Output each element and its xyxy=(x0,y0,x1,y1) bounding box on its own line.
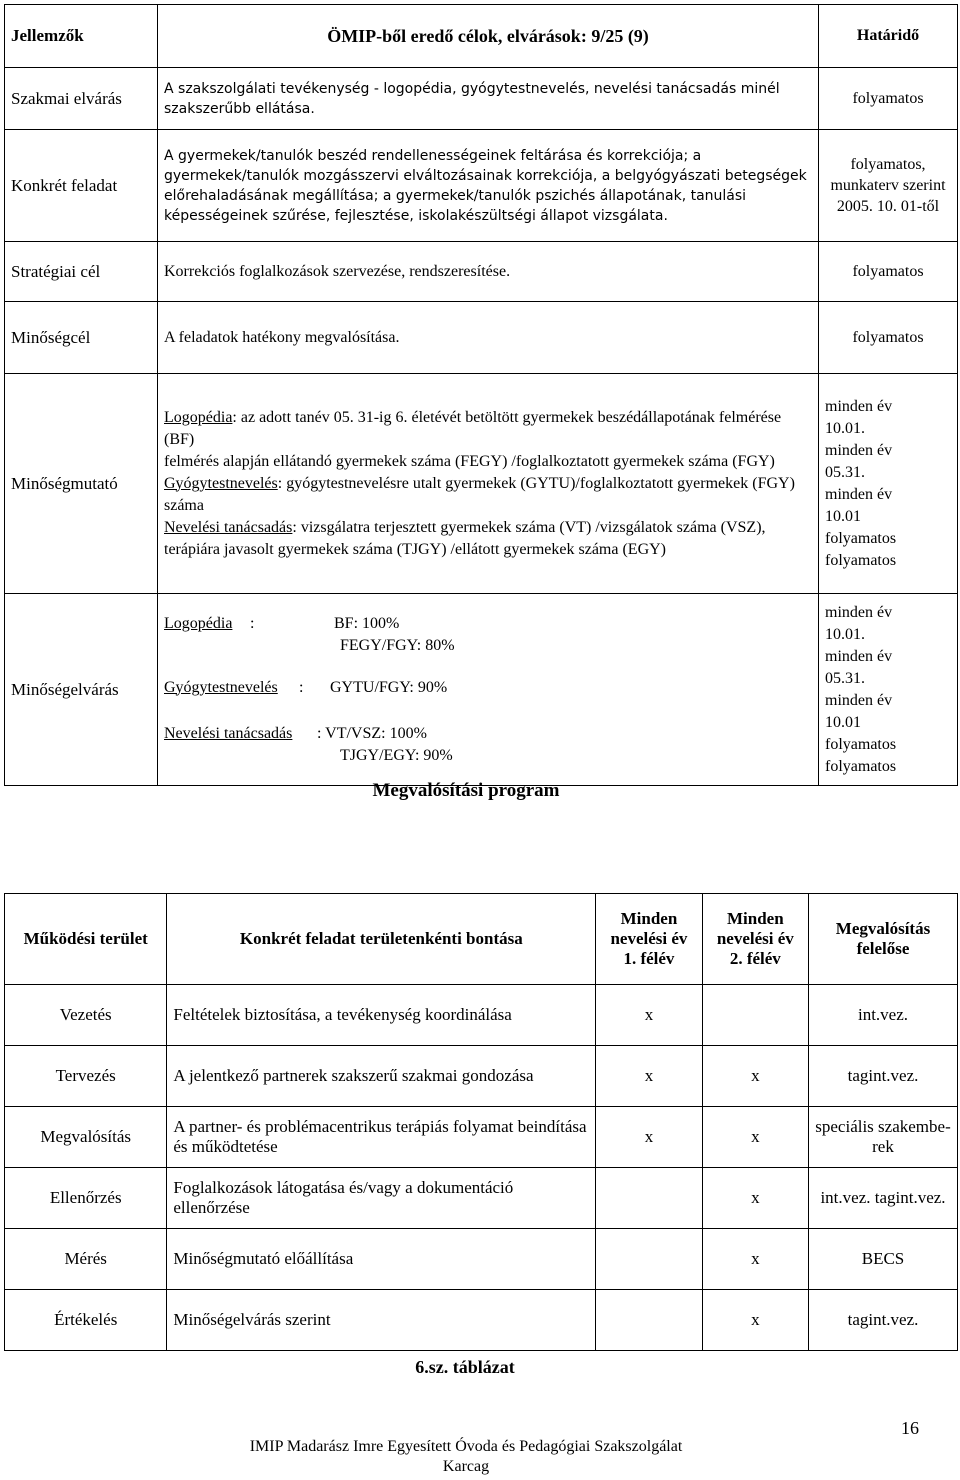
mutato-gyogy-label: Gyógytestnevelés xyxy=(164,474,278,492)
label-szakmai: Szakmai elvárás xyxy=(5,68,158,130)
row-area: Vezetés xyxy=(5,985,167,1046)
table-row xyxy=(5,1107,958,1168)
page-number: 16 xyxy=(901,1418,919,1438)
row-sem2 xyxy=(702,985,808,1046)
deadline-minosegcel: folyamatos xyxy=(819,302,958,374)
deadline-line: minden év xyxy=(825,691,893,709)
table-header-row xyxy=(5,5,958,68)
text-szakmai: A szakszolgálati tevékenység - logopédia, gyógytestnevelés, nevelési tanácsadás minél szakszerűbb ellátása. xyxy=(158,68,819,130)
row-task: A partner- és problémacentrikus terápiás folyamat beindítása és működtetése xyxy=(167,1107,596,1168)
deadline-szakmai: folyamatos xyxy=(819,68,958,130)
deadline-line: 10.01 xyxy=(825,507,861,525)
row-responsible: tagint.vez. xyxy=(809,1290,958,1351)
deadline-strategiai: folyamatos xyxy=(819,242,958,302)
table-row xyxy=(5,985,958,1046)
text-strategiai: Korrekciós foglalkozások szervezése, rendszeresítése. xyxy=(158,242,819,302)
deadline-line: folyamatos xyxy=(825,735,897,753)
mutato-nevelesi xyxy=(164,517,812,561)
row-responsible: int.vez. tagint.vez. xyxy=(809,1168,958,1229)
elvaras-gyogy-v: GYTU/FGY: 90% xyxy=(330,678,448,696)
elvaras-nev-v2: TJGY/EGY: 90% xyxy=(340,746,453,764)
row-sem2: x xyxy=(702,1290,808,1351)
row-szakmai xyxy=(5,68,958,130)
deadline-line: 05.31. xyxy=(825,463,865,481)
label-minosegcel: Minőségcél xyxy=(5,302,158,374)
row-area: Mérés xyxy=(5,1229,167,1290)
row-sem1: x xyxy=(596,1046,702,1107)
row-task: Minőségelvárás szerint xyxy=(167,1290,596,1351)
table-row xyxy=(5,1168,958,1229)
elvaras-gyogytestneveles: Gyógytestnevelés : GYTU/FGY: 90% xyxy=(164,677,812,723)
header-sem2: Minden nevelési év 2. félév xyxy=(702,894,808,985)
elvaras-nev-label: Nevelési tanácsadás xyxy=(164,724,293,742)
header-responsible: Megvalósítás felelőse xyxy=(809,894,958,985)
elvaras-gyogy-label: Gyógytestnevelés xyxy=(164,678,278,696)
row-area: Ellenőrzés xyxy=(5,1168,167,1229)
row-konkret xyxy=(5,130,958,242)
program-header-row xyxy=(5,894,958,985)
label-konkret: Konkrét feladat xyxy=(5,130,158,242)
header-sem1: Minden nevelési év 1. félév xyxy=(596,894,702,985)
deadline-line: folyamatos xyxy=(825,757,897,775)
deadline-line: minden év xyxy=(825,647,893,665)
mutato-gyogytestneveles xyxy=(164,473,812,517)
deadline-line: minden év xyxy=(825,397,893,415)
row-sem2: x xyxy=(702,1107,808,1168)
table-row xyxy=(5,1046,958,1107)
deadline-line: minden év xyxy=(825,441,893,459)
row-strategiai xyxy=(5,242,958,302)
elvaras-logo-v1: BF: 100% xyxy=(334,614,400,632)
deadline-line: 10.01. xyxy=(825,419,865,437)
mutato-nev-text: : vizsgálatra terjesztett gyermekek száma (VT) /vizsgálatok száma (VSZ), terápiára javasolt gyermekek száma (TJGY) /ellátott gyermekek száma (EGY) xyxy=(164,518,766,558)
row-area: Megvalósítás xyxy=(5,1107,167,1168)
row-minosegcel xyxy=(5,302,958,374)
label-strategiai: Stratégiai cél xyxy=(5,242,158,302)
text-minosegelvaras xyxy=(158,594,819,786)
mutato-nev-label: Nevelési tanácsadás xyxy=(164,518,293,536)
elvaras-nev-v1: : VT/VSZ: 100% xyxy=(317,724,427,742)
header-task: Konkrét feladat területenkénti bontása xyxy=(167,894,596,985)
row-sem1: x xyxy=(596,1107,702,1168)
row-sem1 xyxy=(596,1290,702,1351)
deadline-line: folyamatos xyxy=(825,551,897,569)
row-responsible: BECS xyxy=(809,1229,958,1290)
row-sem2: x xyxy=(702,1229,808,1290)
mutato-gyogy-text: : gyógytestnevelésre utalt gyermekek (GYTU)/foglalkoztatott gyermekek (FGY) száma xyxy=(164,474,795,514)
footer-line-1: IMIP Madarász Imre Egyesített Óvoda és Pedagógiai Szakszolgálat xyxy=(249,1438,683,1455)
elvaras-logopedia: Logopédia : BF: 100% FEGY/FGY: 80% xyxy=(164,613,812,657)
header-deadline: Határidő xyxy=(819,5,958,68)
row-sem2: x xyxy=(702,1046,808,1107)
row-area: Tervezés xyxy=(5,1046,167,1107)
table-caption: 6.sz. táblázat xyxy=(415,1357,515,1377)
program-table xyxy=(4,893,958,1351)
footer-line-2: Karcag xyxy=(442,1458,490,1475)
deadline-line: minden év xyxy=(825,603,893,621)
row-task: Minőségmutató előállítása xyxy=(167,1229,596,1290)
row-area: Értékelés xyxy=(5,1290,167,1351)
mutato-logopedia-text: : az adott tanév 05. 31-ig 6. életévét betöltött gyermekek beszédállapotának felmérése (BF) xyxy=(164,408,782,448)
row-responsible: tagint.vez. xyxy=(809,1046,958,1107)
elvaras-logo-v2: FEGY/FGY: 80% xyxy=(340,636,455,654)
header-area: Működési terület xyxy=(5,894,167,985)
label-minosegmutato: Minőségmutató xyxy=(5,374,158,594)
deadline-line: 05.31. xyxy=(825,669,865,687)
text-minosegcel: A feladatok hatékony megvalósítása. xyxy=(158,302,819,374)
row-minosegelvaras xyxy=(5,594,958,786)
mutato-logopedia-2: felmérés alapján ellátandó gyermekek száma (FEGY) /foglalkoztatott gyermekek száma (FGY) xyxy=(164,452,775,470)
row-task: A jelentkező partnerek szakszerű szakmai gondozása xyxy=(167,1046,596,1107)
deadline-konkret: folyamatos, munkaterv szerint 2005. 10. 01-től xyxy=(819,130,958,242)
deadline-line: folyamatos xyxy=(825,529,897,547)
row-responsible: speciális szakembe-rek xyxy=(809,1107,958,1168)
row-minosegmutato xyxy=(5,374,958,594)
deadline-line: 10.01. xyxy=(825,625,865,643)
text-konkret: A gyermekek/tanulók beszéd rendellenességeinek feltárása és korrekciója; a gyermekek/tanulók mozgásszervi elváltozásainak korrekciója, a belgyógyászati betegségek előrehaladásának megállítása; a gyermekek/tanulók pszichés állapotának, tanulási képességeinek szűrése, fejlesztése, iskolakészültségi állapot vizsgálata. xyxy=(158,130,819,242)
label-minosegelvaras: Minőségelvárás xyxy=(5,594,158,786)
quality-goals-table xyxy=(4,4,958,786)
text-minosegmutato xyxy=(158,374,819,594)
elvaras-nevelesi xyxy=(164,723,812,767)
mutato-logopedia-label: Logopédia xyxy=(164,408,233,426)
mutato-logopedia xyxy=(164,407,812,451)
deadlines-minosegmutato xyxy=(819,374,958,594)
table-row xyxy=(5,1290,958,1351)
header-goals: ÖMIP-ből eredő célok, elvárások: 9/25 (9) xyxy=(158,5,819,68)
row-sem2: x xyxy=(702,1168,808,1229)
row-responsible: int.vez. xyxy=(809,985,958,1046)
elvaras-logo-label: Logopédia xyxy=(164,614,233,632)
header-features: Jellemzők xyxy=(5,5,158,68)
row-sem1 xyxy=(596,1168,702,1229)
row-sem1: x xyxy=(596,985,702,1046)
deadlines-minosegelvaras xyxy=(819,594,958,786)
deadline-line: minden év xyxy=(825,485,893,503)
row-task: Feltételek biztosítása, a tevékenység koordinálása xyxy=(167,985,596,1046)
deadline-line: 10.01 xyxy=(825,713,861,731)
table-row xyxy=(5,1229,958,1290)
row-task: Foglalkozások látogatása és/vagy a dokumentáció ellenőrzése xyxy=(167,1168,596,1229)
program-title: Megvalósítási program xyxy=(372,780,560,801)
row-sem1 xyxy=(596,1229,702,1290)
